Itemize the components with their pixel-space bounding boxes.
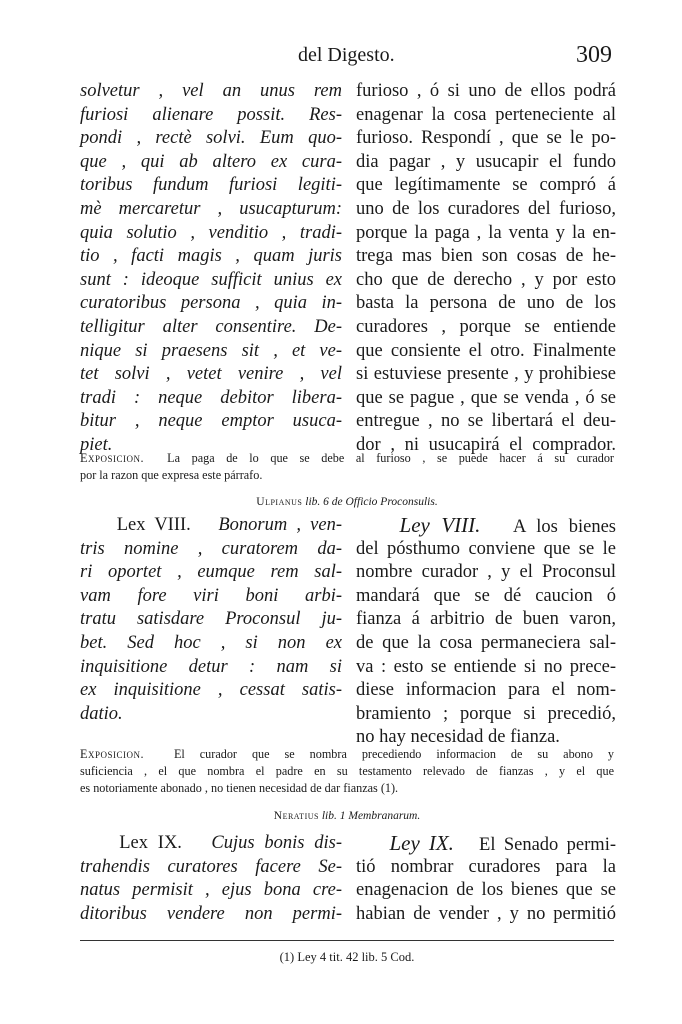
latin-column-1 xyxy=(80,80,342,458)
latin-text: Bonorum , ven- xyxy=(218,515,342,535)
running-header xyxy=(80,44,620,74)
exposicion-label: Exposicion. xyxy=(80,747,144,761)
ley-heading: Ley VIII. xyxy=(399,513,481,537)
spanish-line: fianza á arbitrio de buen varon, xyxy=(356,609,616,630)
spanish-line: furioso , ó si uno de ellos podrá xyxy=(356,81,616,101)
spanish-line: que consiente el otro. Finalmente xyxy=(356,340,616,361)
spanish-line: mandará que se dé caucion ó xyxy=(356,585,616,606)
latin-text: Cujus bonis dis- xyxy=(211,833,342,853)
spanish-line: no hay necesidad de fianza. xyxy=(356,727,560,748)
spanish-column-2 xyxy=(356,514,616,750)
footnote: (1) Ley 4 tit. 42 lib. 5 Cod. xyxy=(279,950,415,964)
latin-line: solvetur , vel an unus rem xyxy=(80,81,342,101)
spanish-line: trega mas bien son cosas de he- xyxy=(356,246,616,267)
exposicion-line: por la razon que expresa este párrafo. xyxy=(80,468,263,482)
footnote-divider xyxy=(80,940,614,941)
spanish-line: curadores , porque se entiende xyxy=(356,316,616,337)
exposicion-line xyxy=(80,450,614,467)
latin-line: ri oportet , eumque rem sal- xyxy=(80,562,342,583)
latin-line xyxy=(80,832,342,856)
latin-line: inquisitione detur : nam si xyxy=(80,656,342,677)
latin-line: piet. xyxy=(80,434,113,455)
latin-column-3 xyxy=(80,832,342,926)
latin-line: datio. xyxy=(80,703,123,724)
exposicion-line xyxy=(80,746,614,763)
spanish-line: uno de los curadores del furioso, xyxy=(356,198,616,219)
source-work: lib. 6 de Officio Proconsulis. xyxy=(305,496,438,508)
spanish-line: diese informacion para el nom- xyxy=(356,680,616,701)
spanish-column-1 xyxy=(356,80,616,458)
spanish-line: dor , ni usucapirá el comprador. xyxy=(356,434,616,455)
spanish-line: de que la cosa permaneciera sal- xyxy=(356,632,616,653)
spanish-line: basta la persona de uno de los xyxy=(356,293,616,314)
spanish-text: El Senado permi- xyxy=(479,835,616,855)
spanish-line: que se pague , que se venda , ó se xyxy=(356,387,616,408)
spanish-line: que legítimamente se compró á xyxy=(356,175,616,196)
lex-heading: Lex IX. xyxy=(119,833,182,853)
source-author: Ulpianus xyxy=(256,496,303,508)
source-citation-2 xyxy=(80,496,614,508)
latin-line: tris nomine , curatorem da- xyxy=(80,538,342,559)
source-author: Neratius xyxy=(273,810,319,822)
latin-line: trahendis curatores facere Se- xyxy=(80,856,342,877)
spanish-column-3 xyxy=(356,832,616,926)
spanish-line: cho que de derecho , y por esto xyxy=(356,269,616,290)
spanish-line: tió nombrar curadores para la xyxy=(356,856,616,877)
latin-line: pondi , rectè solvi. Eum quo- xyxy=(80,128,342,149)
spanish-line xyxy=(356,514,616,538)
latin-line: sunt : ideoque sufficit unius ex xyxy=(80,269,342,290)
latin-line: nique si praesens sit , et ve- xyxy=(80,340,342,361)
spanish-line: dia pagar , y usucapir el fundo xyxy=(356,151,616,172)
latin-line: quia solutio , venditio , tradi- xyxy=(80,222,342,243)
exposicion-text: La paga de lo que se debe al furioso , se puede hacer á su curador xyxy=(167,451,614,465)
source-citation-3 xyxy=(80,810,614,822)
spanish-line: porque la paga , la venta y la en- xyxy=(356,222,616,243)
latin-line: tet solvi , vetet venire , vel xyxy=(80,364,342,385)
latin-line: telligitur alter consentire. De- xyxy=(80,316,342,337)
spanish-line: habian de vender , y no permitió xyxy=(356,903,616,924)
spanish-line: enagenar la cosa perteneciente al xyxy=(356,104,616,125)
latin-line: curatoribus persona , quia in- xyxy=(80,293,342,314)
spanish-line: si estuviese presente , y prohibiese xyxy=(356,364,616,385)
latin-line: toribus fundum furiosi legiti- xyxy=(80,175,342,196)
exposicion-2 xyxy=(80,746,614,797)
latin-line: furiosi alienare possit. Res- xyxy=(80,104,342,125)
latin-line: vam fore viri boni arbi- xyxy=(80,585,342,606)
latin-line: ditoribus vendere non permi- xyxy=(80,903,342,924)
exposicion-label: Exposicion. xyxy=(80,451,144,465)
latin-line: ex inquisitione , cessat satis- xyxy=(80,680,342,701)
latin-line: tradi : neque debitor libera- xyxy=(80,387,342,408)
latin-line: que , qui ab altero ex cura- xyxy=(80,151,342,172)
page-number: 309 xyxy=(576,42,612,68)
spanish-line: entregue , no se libertará el deu- xyxy=(356,411,616,432)
latin-line: mè mercaretur , usucapturum: xyxy=(80,198,342,219)
spanish-line: bramiento ; porque si precedió, xyxy=(356,703,616,724)
lex-heading: Lex VIII. xyxy=(116,515,191,535)
ley-heading: Ley IX. xyxy=(389,831,454,855)
source-work: lib. 1 Membranarum. xyxy=(321,810,421,822)
spanish-line: enagenacion de los bienes que se xyxy=(356,880,616,901)
spanish-line: furioso. Respondí , que se le po- xyxy=(356,128,616,149)
latin-line: bet. Sed hoc , si non ex xyxy=(80,632,342,653)
header-title: del Digesto. xyxy=(298,44,395,66)
spanish-line xyxy=(356,832,616,856)
exposicion-text: El curador que se nombra precediendo informacion de su abono y xyxy=(173,747,615,761)
exposicion-line: suficiencia , el que nombra el padre en su testamento relevado de fianzas , y el que xyxy=(80,764,614,778)
latin-line: bitur , neque emptor usuca- xyxy=(80,411,342,432)
latin-line xyxy=(80,514,342,538)
exposicion-1 xyxy=(80,450,614,484)
spanish-line: del pósthumo conviene que se le xyxy=(356,538,616,559)
latin-line: natus permisit , ejus bona cre- xyxy=(80,880,342,901)
spanish-line: va : esto se entiende si no prece- xyxy=(356,656,616,677)
spanish-line: nombre curador , y el Proconsul xyxy=(356,562,616,583)
latin-column-2 xyxy=(80,514,342,726)
latin-line: tratu satisdare Proconsul ju- xyxy=(80,609,342,630)
latin-line: tio , facti magis , quam juris xyxy=(80,246,342,267)
spanish-text: A los bienes xyxy=(513,517,616,537)
exposicion-line: es notoriamente abonado , no tienen necesidad de dar fianzas (1). xyxy=(80,781,399,795)
